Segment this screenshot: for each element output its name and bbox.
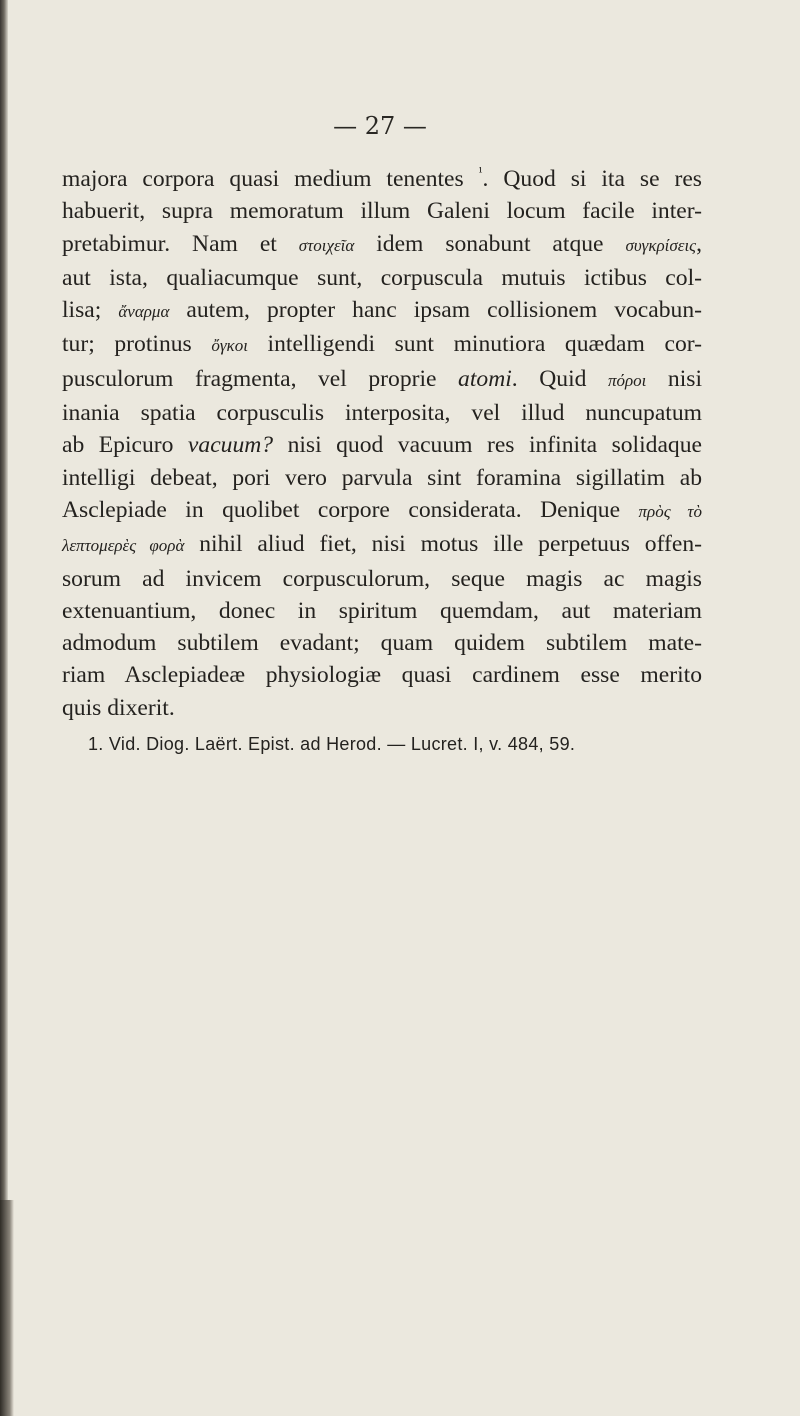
footnote: 1. Vid. Diog. Laërt. Epist. ad Herod. — Lucret. I, v. 484, 59. xyxy=(88,734,576,754)
text-line: pusculorum fragmenta, vel proprie atomi. Quid πόροι nisi xyxy=(62,365,703,392)
text-line: extenuantium, donec in spiritum quemdam, aut materiam xyxy=(62,597,702,624)
text-line: quis dixerit. xyxy=(62,694,175,721)
page-binding-shadow xyxy=(0,1200,14,1416)
main-paragraph xyxy=(62,156,702,724)
text-line: Asclepiade in quolibet corpore considerata. Denique πρὸς τὸ xyxy=(62,496,702,523)
greek-term: πρὸς τὸ xyxy=(638,501,702,521)
italic-term: atomi xyxy=(458,365,512,392)
greek-term: λεπτομερὲς φορὰ xyxy=(62,536,185,556)
text-line: majora corpora quasi medium tenentes $^{^1}$. Quod si ita se res xyxy=(62,164,702,192)
greek-term: συγκρίσεις xyxy=(625,235,697,255)
text-line: tur; protinus ὄγκοι intelligendi sunt minutiora quædam cor- xyxy=(62,331,703,358)
greek-term: ὄγκοι xyxy=(211,336,248,356)
text-line: λεπτομερὲς φορὰ nihil aliud fiet, nisi motus ille perpetuus offen- xyxy=(62,531,702,558)
text-line: intelligi debeat, pori vero parvula sint foramina sigillatim ab xyxy=(62,464,702,491)
text-line: lisa; ἄναρμα autem, propter hanc ipsam collisionem vocabun- xyxy=(62,297,703,324)
text-line: pretabimur. Nam et στοιχεῖα idem sonabunt atque συγκρίσεις, xyxy=(62,230,702,257)
footnote-marker: ¹ xyxy=(478,164,483,179)
greek-term: στοιχεῖα xyxy=(298,235,355,255)
text-line: habuerit, supra memoratum illum Galeni locum facile inter- xyxy=(62,198,702,225)
page-number: — 27 — xyxy=(333,112,427,140)
text-line: ab Epicuro vacuum? nisi quod vacuum res infinita solidaque xyxy=(62,432,702,459)
text-line: admodum subtilem evadant; quam quidem subtilem mate- xyxy=(62,630,702,657)
greek-term: πόροι xyxy=(607,370,647,390)
text-line: riam Asclepiadeæ physiologiæ quasi cardinem esse merito xyxy=(62,662,702,689)
text-line: sorum ad invicem corpusculorum, seque magis ac magis xyxy=(62,565,702,592)
greek-term: ἄναρμα xyxy=(118,302,170,322)
text-line: inania spatia corpusculis interposita, vel illud nuncupatum xyxy=(62,400,702,427)
text-line: aut ista, qualiacumque sunt, corpuscula mutuis ictibus col- xyxy=(62,264,702,291)
italic-term: vacuum? xyxy=(187,432,274,459)
